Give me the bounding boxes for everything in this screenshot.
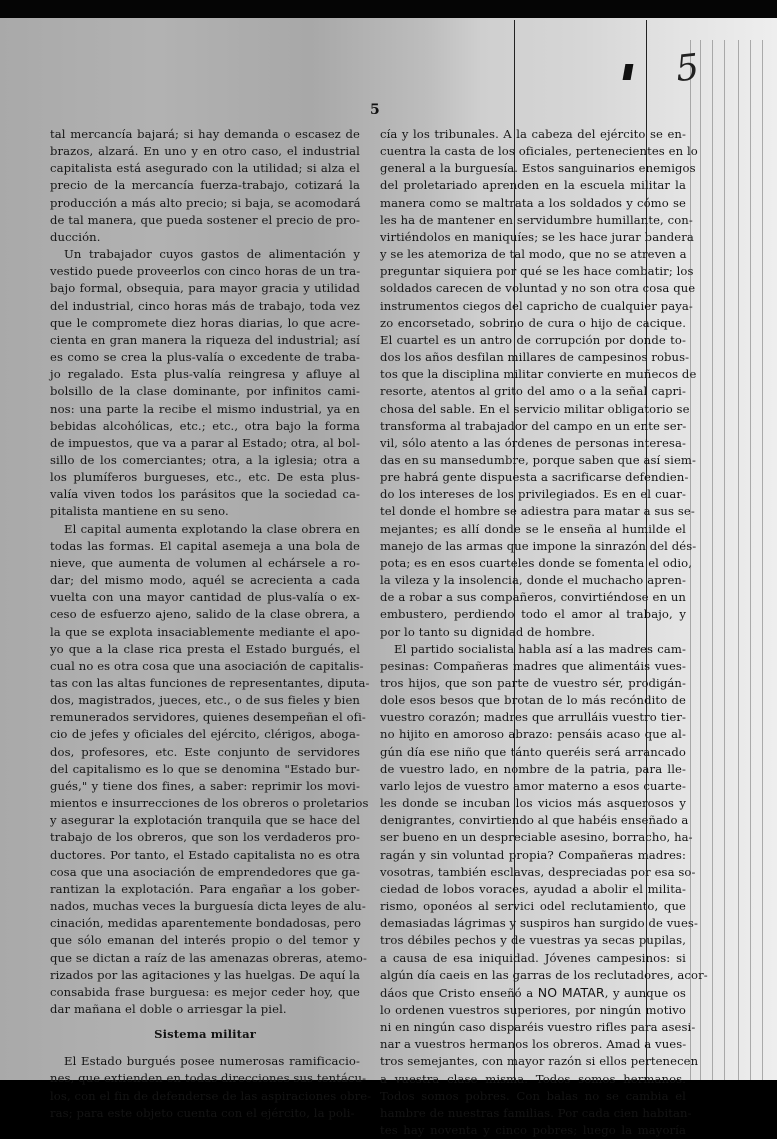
scan-streak	[700, 40, 701, 1080]
text-line: nados, muchas veces la burguesía dicta leyes de alu-	[50, 899, 366, 914]
text-line: preguntar siquiera por qué se les hace combatir; los	[380, 264, 694, 279]
text-line: El cuartel es un antro de corrupción por donde to-	[380, 332, 686, 347]
text-line: vestido puede proveerlos con cinco horas de un tra-	[50, 264, 361, 279]
text-line: algún día caeis en las garras de los reclutadores, acor-	[380, 967, 708, 982]
text-line: los plumíferos burgueses, etc., etc. De esta plus-	[50, 470, 360, 485]
text-line: demasiadas lágrimas y suspiros han surgido de vues-	[380, 916, 698, 931]
text-line: precio de la mercancía fuerza-trabajo, cotizará la	[50, 178, 360, 193]
text-line: El partido socialista habla así a las madres cam-	[394, 641, 686, 656]
text-line: no hijito en amoroso abrazo: pensáis acaso que al-	[380, 727, 686, 742]
scan-top-border	[0, 0, 777, 20]
paragraph	[50, 521, 370, 1019]
text-line: denigrantes, convirtiendo al que habéis enseñado a	[380, 813, 689, 828]
text-line: cienta en gran manera la riqueza del industrial; así	[50, 332, 360, 347]
text-line: producción a más alto precio; si baja, se acomodará	[50, 195, 361, 210]
text-line: pre habrá gente dispuesta a sacrificarse defendien-	[380, 470, 689, 485]
text-line: instrumentos ciegos del capricho de cualquier paya-	[380, 298, 693, 313]
text-line: consabida frase burguesa: es mejor ceder hoy, que	[50, 984, 360, 999]
text-line: cinación, medidas aparentemente bondadosas, pero	[50, 916, 362, 931]
text-line: El Estado burgués posee numerosas ramificacio-	[64, 1054, 360, 1069]
text-line: tel donde el hombre se adiestra para matar a sus se-	[380, 504, 695, 519]
text-line: cosa que una asociación de emprendedores que ga-	[50, 864, 360, 879]
text-line: pitalista mantiene en su seno.	[50, 504, 229, 519]
text-line: soldados carecen de voluntad y no son otra cosa que	[380, 281, 696, 296]
text-line: tes hay noventa y cinco pobres; luego la mayoría	[380, 1123, 686, 1138]
text-line: de impuestos, que va a parar al Estado; otra, al bol-	[50, 435, 360, 450]
text-line: mejantes; es allí donde se le enseña al humilde el	[380, 521, 686, 536]
left-column	[50, 126, 372, 1122]
text-line: general a la burguesía. Estos sanguinarios enemigos	[380, 161, 696, 176]
text-line: tas con las altas funciones de representantes, diputa-	[50, 676, 370, 690]
text-line: El capital aumenta explotando la clase obrera en	[64, 521, 360, 536]
text-line: varlo lejos de vuestro amor materno a esos cuarte-	[380, 778, 686, 793]
text-line: de vuestro lado, en nombre de la patria, para lle-	[380, 761, 686, 776]
text-line: les ha de mantener en servidumbre humillante, con-	[380, 212, 693, 227]
text-line: Un trabajador cuyos gastos de alimentación y	[64, 247, 360, 262]
text-line: ser bueno en un despreciable asesino, borracho, ha-	[380, 830, 693, 845]
text-line: ducción.	[50, 229, 101, 244]
text-line: resorte, atentos al grito del amo o a la señal capri-	[380, 384, 686, 399]
text-line: chosa del sable. En el servicio militar obligatorio se	[380, 401, 690, 416]
text-line: gún día ese niño que tánto queréis será arrancado	[380, 744, 686, 759]
text-line: del industrial, cinco horas más de trabajo, toda vez	[50, 298, 360, 313]
text-line: a vuestra clase misma. Todos somos hermanos.	[380, 1071, 686, 1086]
text-line: embustero, perdiendo todo el amor al trabajo, y	[380, 607, 686, 622]
text-line: do los intereses de los privilegiados. Es en el cuar-	[380, 487, 686, 502]
text-line: que le compromete diez horas diarias, lo que acre-	[50, 315, 360, 330]
paragraph	[380, 641, 708, 984]
text-line: de a robar a sus compañeros, convirtiéndose en un	[380, 590, 686, 605]
text-line: dos los años desfilan millares de campesinos robus-	[380, 350, 690, 365]
text-line: tos que la disciplina militar convierte en muñecos de	[380, 367, 697, 382]
text-line: del proletariado aprenden en la escuela militar la	[380, 178, 686, 193]
text-fragment: dáos que Cristo enseñó a	[380, 985, 538, 1000]
text-line: rizados por las agitaciones y las huelgas. De aquí la	[50, 967, 360, 982]
text-line: manejo de las armas que impone la sinrazón del dés-	[380, 538, 697, 553]
text-line: es como se crea la plus-valía o excedente de traba-	[50, 350, 360, 365]
text-line: jo regalado. Esta plus-valía reingresa y afluye al	[50, 367, 360, 382]
text-line: dole esos besos que brotan de lo más recóndito de	[380, 693, 686, 708]
text-line: dar mañana el doble o arriesgar la piel.	[50, 1001, 287, 1016]
text-line: vuestro corazón; madres que arrulláis vuestro tier-	[380, 710, 686, 725]
text-line: rantizan la explotación. Para engañar a los gober-	[50, 881, 360, 896]
right-column	[380, 126, 708, 1139]
handwritten-page-number: 5	[673, 46, 701, 91]
paragraph	[50, 126, 360, 246]
text-line: bolsillo de la clase dominante, por infinitos cami-	[50, 384, 360, 399]
text-line: bajo formal, obsequia, para mayor gracia y utilidad	[50, 281, 360, 296]
text-line: todas las formas. El capital asemeja a una bola de	[50, 538, 360, 553]
scan-streak	[750, 40, 751, 1080]
text-line: lo ordenen vuestros superiores, por ningún motivo	[380, 1002, 686, 1017]
text-line: la vileza y la insolencia, donde el muchacho apren-	[380, 573, 686, 588]
text-line: remunerados servidores, quienes desempeñan el ofi-	[50, 710, 366, 725]
text-line: vosotras, también esclavas, despreciadas por esa so-	[380, 864, 696, 879]
paragraph	[50, 246, 360, 521]
scan-streak	[738, 40, 739, 1080]
text-line: ciedad de lobos voraces, ayudad a abolir el milita-	[380, 881, 686, 896]
text-line: bebidas alcohólicas, etc.; etc., otra bajo la forma	[50, 418, 360, 433]
text-line: dar; del mismo modo, aquél se acrecienta a cada	[50, 573, 360, 588]
text-line: capitalista está asegurado con la utilidad; si alza el	[50, 161, 360, 176]
paragraph	[380, 126, 698, 641]
text-line: hambre de nuestras familias. Por cada cien habitan-	[380, 1105, 692, 1120]
text-line: zo encorsetado, sobrino de cura o hijo de cacique.	[380, 315, 686, 330]
scan-streak	[724, 40, 725, 1080]
text-line: trabajo de los obreros, que son los verdaderos pro-	[50, 830, 360, 845]
text-line: das en su mansedumbre, porque saben que así siem-	[380, 452, 697, 467]
text-line: de tal manera, que pueda sostener el precio de pro-	[50, 212, 361, 227]
text-line: pota; es en esos cuarteles donde se fomenta el odio,	[380, 555, 693, 570]
text-line: pesinas: Compañeras madres que alimentáis vues-	[380, 658, 686, 673]
text-line: nar a vuestros hermanos los obreros. Amad a vues-	[380, 1037, 687, 1052]
text-line: virtiéndolos en maniquíes; se les hace jurar bandera	[380, 229, 694, 244]
text-line: y se les atemoriza de tal modo, que no se atreven a	[380, 247, 687, 262]
text-line: vuelta con una mayor cantidad de plus-valía o ex-	[50, 590, 360, 605]
text-line: gués," y tiene dos fines, a saber: reprimir los movi-	[50, 778, 360, 793]
text-line: mientos e insurrecciones de los obreros o proletarios	[50, 796, 369, 811]
text-line: ras; para este objeto cuenta con el ejército, la poli-	[50, 1105, 355, 1120]
text-line: a causa de esa iniquidad. Jóvenes campesinos: si	[380, 950, 686, 965]
text-line: manera como se maltrata a los soldados y cómo se	[380, 195, 686, 210]
printed-page-number: 5	[370, 102, 380, 118]
text-line: nos: una parte la recibe el mismo industrial, ya en	[50, 401, 360, 416]
text-line: del capitalismo es lo que se denomina "Estado bur-	[50, 761, 360, 776]
text-line: que sólo emanan del interés propio o del temor y	[50, 933, 360, 948]
text-line: valía viven todos los parásitos que la sociedad ca-	[50, 487, 360, 502]
text-line: vil, sólo atento a las órdenes de personas interesa-	[380, 435, 686, 450]
section-heading: Sistema militar	[154, 1027, 256, 1042]
text-line: transforma al trabajador del campo en un ente ser-	[380, 418, 687, 433]
scan-streak	[762, 40, 763, 1080]
text-line: cuentra la casta de los oficiales, pertenecientes en lo	[380, 144, 698, 159]
text-fragment: , y aunque os	[604, 985, 686, 1000]
text-line: yo que a la clase rica presta el Estado burgués, el	[50, 641, 360, 656]
text-line: sillo de los comerciantes; otra, a la iglesia; otra a	[50, 452, 360, 467]
text-line: les donde se incuban los vicios más asquerosos y	[380, 796, 686, 811]
text-line: ceso de esfuerzo ajeno, salido de la clase obrera, a	[50, 607, 360, 622]
text-line: tros débiles pechos y de vuestras ya secas pupilas,	[380, 933, 686, 948]
text-line: tros semejantes, con mayor razón si ellos pertenecen	[380, 1054, 699, 1069]
text-line: cio de jefes y oficiales del ejército, clérigos, aboga-	[50, 727, 360, 742]
paragraph	[50, 1053, 372, 1122]
text-line: dos, magistrados, jueces, etc., o de sus fieles y bien	[50, 693, 360, 708]
text-line: cía y los tribunales. A la cabeza del ejército se en-	[380, 127, 686, 141]
text-line: brazos, alzará. En uno y en otro caso, el industrial	[50, 144, 360, 159]
text-line: tal mercancía bajará; si hay demanda o escasez de	[50, 127, 360, 141]
scan-streak	[712, 40, 713, 1080]
text-line: y asegurar la explotación tranquila que se hace del	[50, 813, 360, 828]
text-line: nes, que extienden en todas direcciones sus tentácu-	[50, 1071, 367, 1086]
text-line: Todos somos pobres. Con balas no se cambia el	[380, 1088, 686, 1103]
paragraph	[380, 1002, 699, 1139]
text-line: nieve, que aumenta de volumen al echársele a ro-	[50, 555, 360, 570]
text-line: la que se explota insaciablemente mediante el apo-	[50, 624, 360, 639]
text-line: que se dictan a raíz de las amenazas obreras, atemo-	[50, 950, 367, 965]
text-line	[380, 984, 686, 1002]
text-line: rismo, oponéos al servici odel reclutamiento, que	[380, 899, 686, 914]
text-line: ragán y sin voluntad propia? Compañeras madres:	[380, 847, 686, 862]
text-line: por lo tanto su dignidad de hombre.	[380, 624, 596, 639]
emphasis-no-matar: NO MATAR	[537, 984, 605, 1000]
text-line: los, con el fin de defenderse de las aspiraciones obre-	[50, 1088, 372, 1103]
text-line: ni en ningún caso disparéis vuestro rifles para asesi-	[380, 1020, 696, 1035]
text-line: tros hijos, que son parte de vuestro sér, prodigán-	[380, 676, 686, 690]
text-line: dos, profesores, etc. Este conjunto de servidores	[50, 744, 360, 759]
text-line: ductores. Por tanto, el Estado capitalista no es otra	[50, 847, 360, 862]
text-line: cual no es otra cosa que una asociación de capitalis-	[50, 658, 364, 673]
